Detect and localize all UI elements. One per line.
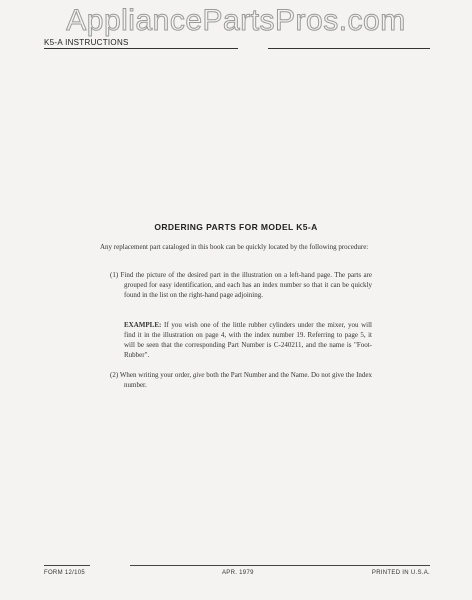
step-1-paragraph	[100, 270, 372, 300]
header-rule-gap	[238, 47, 268, 50]
page-header: K5-A INSTRUCTIONS	[44, 38, 129, 47]
step-2-pre: When writing your order,	[119, 371, 192, 379]
example-label: EXAMPLE:	[124, 321, 162, 329]
step-2-emphasis: give	[192, 371, 205, 379]
step-1-text: Find the picture of the desired part in the illustration on a left-hand page. The parts are grouped for easy identification, and each has an index number so that it can be quickly found in the list on the right-hand page adjoining.	[120, 271, 372, 299]
footer-rule-gap	[90, 564, 130, 567]
header-rule	[44, 48, 430, 49]
section-title: ORDERING PARTS FOR MODEL K5-A	[154, 222, 318, 232]
step-2-post: both the Part Number and the Name. Do not give the Index number.	[124, 371, 373, 389]
step-1-number: (1)	[110, 271, 119, 279]
step-2-paragraph	[100, 370, 372, 390]
example-text: If you wish one of the little rubber cylinders under the mixer, you will find it in the illustration on page 4, with the index number 19. Referring to page 5, it will be seen that the corresponding Part Number is C-240211, and the name is "Foot-Rubber".	[124, 321, 373, 359]
watermark-logo: AppliancePartsPros.com	[66, 4, 406, 37]
footer-printed: PRINTED IN U.S.A.	[371, 570, 430, 576]
intro-paragraph: Any replacement part cataloged in this book can be quickly located by the following procedure:	[100, 243, 369, 251]
footer-form-number: FORM 12/105	[44, 570, 85, 576]
step-2-number: (2)	[110, 371, 119, 379]
footer-date: APR. 1979	[222, 570, 254, 576]
example-paragraph	[124, 320, 372, 360]
